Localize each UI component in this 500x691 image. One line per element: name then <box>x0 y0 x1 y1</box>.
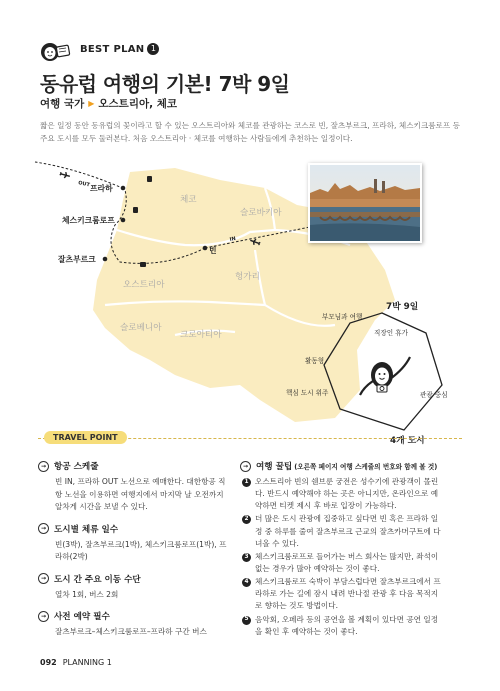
section-flight-schedule <box>38 460 230 514</box>
radar-axis-label: 관광 중심 <box>420 391 448 399</box>
city-dot-salzburg <box>103 257 108 262</box>
arrow-circle-icon: → <box>38 461 49 472</box>
mascot-icon <box>360 357 410 395</box>
country-label-croatia: 크로아티아 <box>180 330 222 340</box>
section-heading: 항공 스케줄 <box>54 462 99 472</box>
subtitle-value: 오스트리아, 체코 <box>98 98 178 110</box>
tip-number-badge: 2 <box>242 515 251 524</box>
tip-number-badge: 5 <box>242 616 251 625</box>
tips-note: (오른쪽 페이지 여행 스케줄의 번호와 함께 볼 것) <box>294 463 438 471</box>
subtitle <box>40 96 177 111</box>
radar-axis-label: 부모님과 여행 <box>322 313 363 321</box>
plane-out-icon <box>59 171 70 179</box>
flight-out-label: OUT <box>77 180 91 189</box>
list-item <box>242 614 445 638</box>
page-number: 092 <box>40 658 57 667</box>
country-label-slovenia: 슬로베니아 <box>120 323 162 333</box>
arrow-circle-icon: → <box>38 523 49 534</box>
list-item <box>242 576 445 612</box>
radar-axis-label: 4개 도시 <box>390 436 425 446</box>
section-body: 빈 IN, 프라하 OUT 노선으로 예매한다. 대한항공 직항 노선을 이용하면 여행지에서 마지막 날 오전까지 알차게 시간을 보낼 수 있다. <box>55 477 226 512</box>
tips-list <box>242 476 445 638</box>
tip-number-badge: 4 <box>242 578 251 587</box>
subtitle-label: 여행 국가 <box>40 98 85 110</box>
country-label-slovakia: 슬로바키아 <box>240 208 282 218</box>
section-body: 빈(3박), 잘츠부르크(1박), 체스키크룸로프(1박), 프라하(2박) <box>55 539 227 562</box>
radar-axis-label: 활동형 <box>305 357 325 365</box>
mascot-icon <box>40 36 70 62</box>
city-label-salzburg: 잘츠부르크 <box>58 255 96 264</box>
travel-point-bar <box>38 433 462 445</box>
plan-number-badge: 1 <box>147 43 159 55</box>
page-footer <box>40 658 112 667</box>
city-label-prague: 프라하 <box>90 184 113 193</box>
list-item <box>242 513 445 549</box>
section-body: 열차 1회, 버스 2회 <box>55 589 119 599</box>
country-label-czech: 체코 <box>180 195 197 205</box>
tip-text: 음악회, 오페라 등의 공연을 볼 계획이 있다면 공연 일정을 확인 후 예약하는 것이 좋다. <box>255 614 439 636</box>
section-heading: 사전 예약 필수 <box>54 612 110 623</box>
radar-axis-label: 핵심 도시 위주 <box>286 389 329 397</box>
country-label-hungary: 헝가리 <box>235 272 260 282</box>
tip-text: 체스키크룸로프 숙박이 부담스럽다면 잘츠부르크에서 프라하로 가는 길에 잠시 내려 반나절 관광 후 다음 목적지로 향하는 것도 방법이다. <box>255 577 441 611</box>
city-dot-cesky-krumlov <box>121 218 126 223</box>
travel-tips-column <box>240 460 445 639</box>
tips-heading: 여행 꿀팁 <box>256 462 293 472</box>
plan-header <box>40 36 159 62</box>
bus-icon <box>133 207 138 213</box>
city-dot-prague <box>121 186 126 191</box>
section-transport <box>38 573 230 602</box>
country-label-austria: 오스트리아 <box>123 280 165 290</box>
travel-point-left-column <box>38 460 230 648</box>
list-item <box>242 551 445 575</box>
tip-text: 체스키크룸로프로 들어가는 버스 회사는 많지만, 좌석이 없는 경우가 많아 예약하는 것이 좋다. <box>255 551 439 573</box>
city-dot-vienna <box>203 246 208 251</box>
flight-in-label: IN <box>229 235 237 243</box>
intro-text: 짧은 일정 동안 동유럽의 꽃이라고 할 수 있는 오스트리아와 체코를 관광하는 코스로 빈, 잘츠부르크, 프라하, 체스키크룸로프 등 주요 도시를 모두 둘러본다. 처음 오스트리아 · 체코를 여행하는 사람들에게 추천하는 일정이다. <box>40 121 460 143</box>
travel-point-label: TRAVEL POINT <box>44 431 127 444</box>
triangle-right-icon: ▶ <box>88 99 95 108</box>
tip-text: 오스트리아 빈의 쉔브룬 궁전은 성수기에 관광객이 몰린다. 반드시 예약해야 하는 곳은 아니지만, 온라인으로 예약하면 티켓 제시 후 바로 입장이 가능하다. <box>255 477 439 511</box>
section-body: 잘츠부르크–체스키크룸로프–프라하 구간 버스 <box>55 627 207 637</box>
page-title: 동유럽 여행의 기본! 7박 9일 <box>40 72 290 96</box>
section-reservation <box>38 610 230 639</box>
tip-number-badge: 1 <box>242 478 251 487</box>
city-label-cesky-krumlov: 체스키크룸로프 <box>62 216 115 225</box>
bus-icon <box>140 262 146 267</box>
arrow-circle-icon: → <box>240 461 251 472</box>
tip-text: 더 많은 도시 관광에 집중하고 싶다면 빈 혹은 프라하 일정 중 하루를 줄여 잘츠부르크 근교의 잘츠카머구트에 다녀올 수 있다. <box>255 514 441 548</box>
city-label-vienna: 빈 <box>209 246 217 255</box>
prague-photo <box>308 163 422 243</box>
bus-icon <box>147 176 152 182</box>
plan-label: BEST PLAN <box>80 43 145 55</box>
section-nights-per-city <box>38 523 230 564</box>
section-heading: 도시별 체류 일수 <box>54 524 119 535</box>
section-heading: 도시 간 주요 이동 수단 <box>54 574 141 585</box>
arrow-circle-icon: → <box>38 573 49 584</box>
radar-axis-label: 직장인 휴가 <box>374 329 408 337</box>
tip-number-badge: 3 <box>242 553 251 562</box>
arrow-circle-icon: → <box>38 611 49 622</box>
list-item <box>242 476 445 512</box>
footer-section: PLANNING 1 <box>62 658 112 667</box>
radar-axis-label: 7박 9일 <box>386 302 419 312</box>
